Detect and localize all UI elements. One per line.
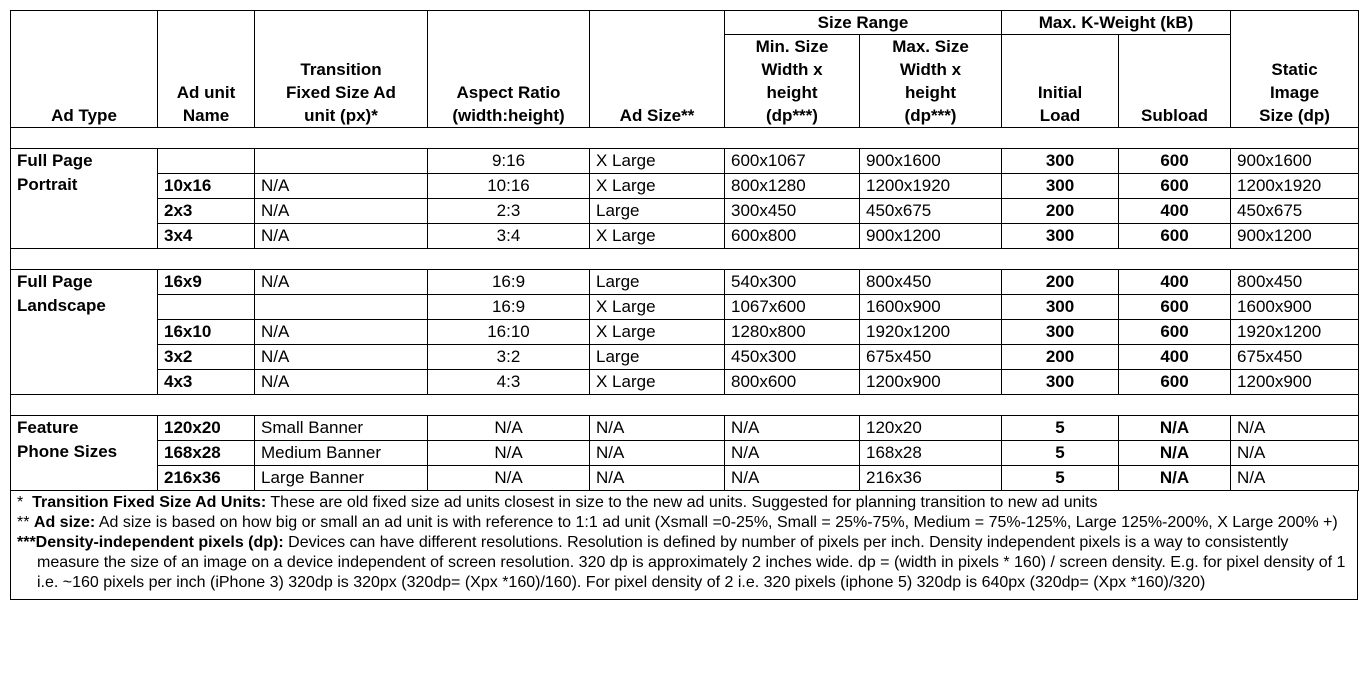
transition-cell: N/A	[255, 370, 428, 395]
table-row	[11, 270, 1359, 295]
max-size-cell: 900x1600	[860, 149, 1002, 174]
transition-cell	[255, 295, 428, 320]
aspect-ratio-cell: 4:3	[428, 370, 590, 395]
min-size-cell: 540x300	[725, 270, 860, 295]
initial-load-cell: 200	[1002, 345, 1119, 370]
min-size-cell: 800x1280	[725, 174, 860, 199]
table-row	[11, 466, 1359, 491]
max-size-cell: 800x450	[860, 270, 1002, 295]
subload-cell: 400	[1119, 199, 1231, 224]
min-size-cell: 800x600	[725, 370, 860, 395]
ad-unit-name-cell: 3x2	[158, 345, 255, 370]
subload-cell: N/A	[1119, 416, 1231, 441]
footnote-transition: * Transition Fixed Size Ad Units: These are old fixed size ad units closest in size to the new ad units. Suggested for planning transition to new ad units	[17, 494, 1098, 511]
ad-unit-name-cell: 16x10	[158, 320, 255, 345]
static-image-cell: 1200x1920	[1231, 174, 1359, 199]
max-size-cell: 900x1200	[860, 224, 1002, 249]
transition-cell: N/A	[255, 199, 428, 224]
static-image-cell: 1920x1200	[1231, 320, 1359, 345]
ad-unit-name-cell: 3x4	[158, 224, 255, 249]
table-row	[11, 149, 1359, 174]
ad-size-cell: X Large	[590, 224, 725, 249]
initial-load-cell: 5	[1002, 416, 1119, 441]
ad-size-cell: Large	[590, 345, 725, 370]
static-image-cell: 1200x900	[1231, 370, 1359, 395]
header-initial-load: Initial Load	[1002, 35, 1119, 128]
header-subload: Subload	[1119, 35, 1231, 128]
ad-type-cell: Feature Phone Sizes	[11, 416, 158, 491]
ad-size-cell: N/A	[590, 416, 725, 441]
aspect-ratio-cell: 16:10	[428, 320, 590, 345]
aspect-ratio-cell: N/A	[428, 416, 590, 441]
max-size-cell: 120x20	[860, 416, 1002, 441]
min-size-cell: 600x800	[725, 224, 860, 249]
static-image-cell: 900x1200	[1231, 224, 1359, 249]
footnotes	[10, 491, 1358, 600]
subload-cell: N/A	[1119, 466, 1231, 491]
transition-cell: Large Banner	[255, 466, 428, 491]
ad-unit-name-cell	[158, 295, 255, 320]
transition-cell: N/A	[255, 345, 428, 370]
table-row	[11, 370, 1359, 395]
aspect-ratio-cell: N/A	[428, 466, 590, 491]
ad-unit-name-cell: 2x3	[158, 199, 255, 224]
table-row	[11, 174, 1359, 199]
static-image-cell: N/A	[1231, 441, 1359, 466]
static-image-cell: 1600x900	[1231, 295, 1359, 320]
transition-cell: Small Banner	[255, 416, 428, 441]
subload-cell: 600	[1119, 149, 1231, 174]
subload-cell: N/A	[1119, 441, 1231, 466]
header-ad-size: Ad Size**	[590, 11, 725, 128]
header-size-range: Size Range	[725, 11, 1002, 35]
static-image-cell: N/A	[1231, 416, 1359, 441]
max-size-cell: 450x675	[860, 199, 1002, 224]
subload-cell: 600	[1119, 295, 1231, 320]
subload-cell: 400	[1119, 345, 1231, 370]
initial-load-cell: 300	[1002, 370, 1119, 395]
transition-cell: N/A	[255, 174, 428, 199]
min-size-cell: N/A	[725, 466, 860, 491]
table-row	[11, 320, 1359, 345]
footnote-density: ***Density-independent pixels (dp): Devices can have different resolutions. Resolution is defined by number of pixels per inch. Density independent pixels is a way to consistently measure the size of an image on a device independent of screen resolution. 320 dp is approximately 2 inches wide. dp = (width in pixels * 160) / screen density. E.g. for pixel density of 1 i.e. ~160 pixels per inch (iPhone 3) 320dp is 320px (320dp= (Xpx *160)/160). For pixel density of 2 i.e. 320 pixels (iphone 5) 320dp is 640px (320dp= (Xpx *160)/320)	[17, 534, 1346, 591]
header-transition: Transition Fixed Size Ad unit (px)*	[255, 11, 428, 128]
table-row	[11, 224, 1359, 249]
min-size-cell: 600x1067	[725, 149, 860, 174]
table-row	[11, 199, 1359, 224]
table-row	[11, 295, 1359, 320]
aspect-ratio-cell: 3:2	[428, 345, 590, 370]
initial-load-cell: 300	[1002, 149, 1119, 174]
transition-cell: N/A	[255, 320, 428, 345]
spacer-row	[11, 128, 1359, 149]
ad-type-cell: Full Page Portrait	[11, 149, 158, 249]
ad-type-cell: Full Page Landscape	[11, 270, 158, 395]
transition-cell	[255, 149, 428, 174]
subload-cell: 400	[1119, 270, 1231, 295]
aspect-ratio-cell: 2:3	[428, 199, 590, 224]
ad-size-cell: N/A	[590, 441, 725, 466]
footnote-ad-size: ** Ad size: Ad size is based on how big or small an ad unit is with reference to 1:1 ad unit (Xsmall =0-25%, Small = 25%-75%, Medium = 75%-125%, Large 125%-200%, X Large 200% +)	[17, 514, 1338, 531]
ad-size-cell: X Large	[590, 370, 725, 395]
table-row	[11, 345, 1359, 370]
ad-spec-table	[10, 10, 1359, 491]
min-size-cell: 1280x800	[725, 320, 860, 345]
ad-unit-name-cell: 10x16	[158, 174, 255, 199]
header-ad-type: Ad Type	[11, 11, 158, 128]
spacer-row	[11, 249, 1359, 270]
max-size-cell: 216x36	[860, 466, 1002, 491]
max-size-cell: 1200x900	[860, 370, 1002, 395]
spacer-cell	[11, 395, 1359, 416]
transition-cell: N/A	[255, 224, 428, 249]
ad-size-cell: X Large	[590, 174, 725, 199]
header-aspect-ratio: Aspect Ratio (width:height)	[428, 11, 590, 128]
static-image-cell: 675x450	[1231, 345, 1359, 370]
ad-size-cell: Large	[590, 270, 725, 295]
transition-cell: Medium Banner	[255, 441, 428, 466]
ad-unit-name-cell: 168x28	[158, 441, 255, 466]
aspect-ratio-cell: 16:9	[428, 295, 590, 320]
ad-unit-name-cell: 216x36	[158, 466, 255, 491]
max-size-cell: 1600x900	[860, 295, 1002, 320]
transition-cell: N/A	[255, 270, 428, 295]
initial-load-cell: 300	[1002, 174, 1119, 199]
ad-unit-name-cell: 120x20	[158, 416, 255, 441]
min-size-cell: 300x450	[725, 199, 860, 224]
spacer-cell	[11, 128, 1359, 149]
subload-cell: 600	[1119, 370, 1231, 395]
table-row	[11, 441, 1359, 466]
table-row	[11, 416, 1359, 441]
ad-size-cell: X Large	[590, 320, 725, 345]
max-size-cell: 168x28	[860, 441, 1002, 466]
header-max-size: Max. Size Width x height (dp***)	[860, 35, 1002, 128]
header-min-size: Min. Size Width x height (dp***)	[725, 35, 860, 128]
initial-load-cell: 200	[1002, 270, 1119, 295]
ad-size-cell: X Large	[590, 149, 725, 174]
header-ad-unit-name: Ad unit Name	[158, 11, 255, 128]
subload-cell: 600	[1119, 174, 1231, 199]
initial-load-cell: 300	[1002, 224, 1119, 249]
ad-size-cell: Large	[590, 199, 725, 224]
max-size-cell: 1920x1200	[860, 320, 1002, 345]
aspect-ratio-cell: N/A	[428, 441, 590, 466]
initial-load-cell: 5	[1002, 441, 1119, 466]
min-size-cell: N/A	[725, 416, 860, 441]
static-image-cell: 800x450	[1231, 270, 1359, 295]
static-image-cell: N/A	[1231, 466, 1359, 491]
initial-load-cell: 200	[1002, 199, 1119, 224]
spacer-cell	[11, 249, 1359, 270]
aspect-ratio-cell: 3:4	[428, 224, 590, 249]
ad-spec-document	[10, 10, 1358, 600]
static-image-cell: 900x1600	[1231, 149, 1359, 174]
ad-unit-name-cell: 4x3	[158, 370, 255, 395]
spacer-row	[11, 395, 1359, 416]
initial-load-cell: 5	[1002, 466, 1119, 491]
aspect-ratio-cell: 9:16	[428, 149, 590, 174]
initial-load-cell: 300	[1002, 320, 1119, 345]
initial-load-cell: 300	[1002, 295, 1119, 320]
header-max-kweight: Max. K-Weight (kB)	[1002, 11, 1231, 35]
max-size-cell: 675x450	[860, 345, 1002, 370]
table-body	[11, 128, 1359, 491]
min-size-cell: 450x300	[725, 345, 860, 370]
ad-size-cell: X Large	[590, 295, 725, 320]
aspect-ratio-cell: 10:16	[428, 174, 590, 199]
table-header	[11, 11, 1359, 128]
aspect-ratio-cell: 16:9	[428, 270, 590, 295]
max-size-cell: 1200x1920	[860, 174, 1002, 199]
static-image-cell: 450x675	[1231, 199, 1359, 224]
subload-cell: 600	[1119, 224, 1231, 249]
ad-unit-name-cell	[158, 149, 255, 174]
ad-size-cell: N/A	[590, 466, 725, 491]
ad-unit-name-cell: 16x9	[158, 270, 255, 295]
header-static-image: Static Image Size (dp)	[1231, 11, 1359, 128]
min-size-cell: 1067x600	[725, 295, 860, 320]
subload-cell: 600	[1119, 320, 1231, 345]
min-size-cell: N/A	[725, 441, 860, 466]
